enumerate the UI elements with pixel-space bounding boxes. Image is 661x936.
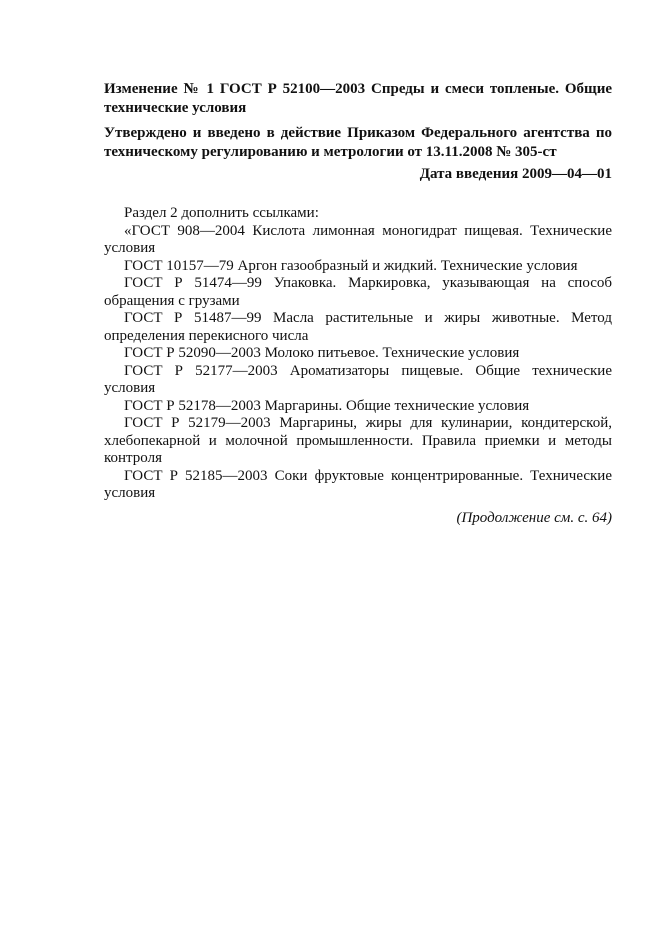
reference-item: ГОСТ Р 52178—2003 Маргарины. Общие технические условия bbox=[124, 397, 530, 414]
continuation-note: (Продолжение см. с. 64) bbox=[456, 509, 612, 526]
document-body bbox=[104, 205, 612, 503]
reference-item: ГОСТ Р 52179—2003 Маргарины, жиры для кулинарии, кондитерской, хлебопекарной и молочной промышленности. Правила приемки и методы контроля bbox=[104, 415, 612, 466]
effective-date: Дата введения 2009—04—01 bbox=[419, 166, 612, 182]
reference-item: ГОСТ Р 52185—2003 Соки фруктовые концентрированные. Технические условия bbox=[104, 467, 612, 501]
amendment-title: Изменение № 1 ГОСТ Р 52100—2003 Спреды и смеси топленые. Общие технические условия bbox=[104, 81, 612, 116]
reference-item: ГОСТ Р 52090—2003 Молоко питьевое. Технические условия bbox=[124, 345, 520, 361]
reference-item: ГОСТ Р 51487—99 Масла растительные и жиры животные. Метод определения перекисного числа bbox=[104, 310, 612, 344]
reference-item: ГОСТ 10157—79 Аргон газообразный и жидкий. Технические условия bbox=[124, 257, 578, 274]
document-page bbox=[104, 80, 612, 528]
approval-statement: Утверждено и введено в действие Приказом Федерального агентства по техническому регулированию и метрологии от 13.11.2008 № 305-ст bbox=[104, 125, 612, 160]
reference-item: «ГОСТ 908—2004 Кислота лимонная моногидрат пищевая. Технические условия bbox=[104, 222, 612, 256]
reference-item: ГОСТ Р 52177—2003 Ароматизаторы пищевые. Общие технические условия bbox=[104, 362, 612, 396]
section-intro: Раздел 2 дополнить ссылками: bbox=[124, 205, 319, 221]
reference-item: ГОСТ Р 51474—99 Упаковка. Маркировка, указывающая на способ обращения с грузами bbox=[104, 275, 612, 309]
